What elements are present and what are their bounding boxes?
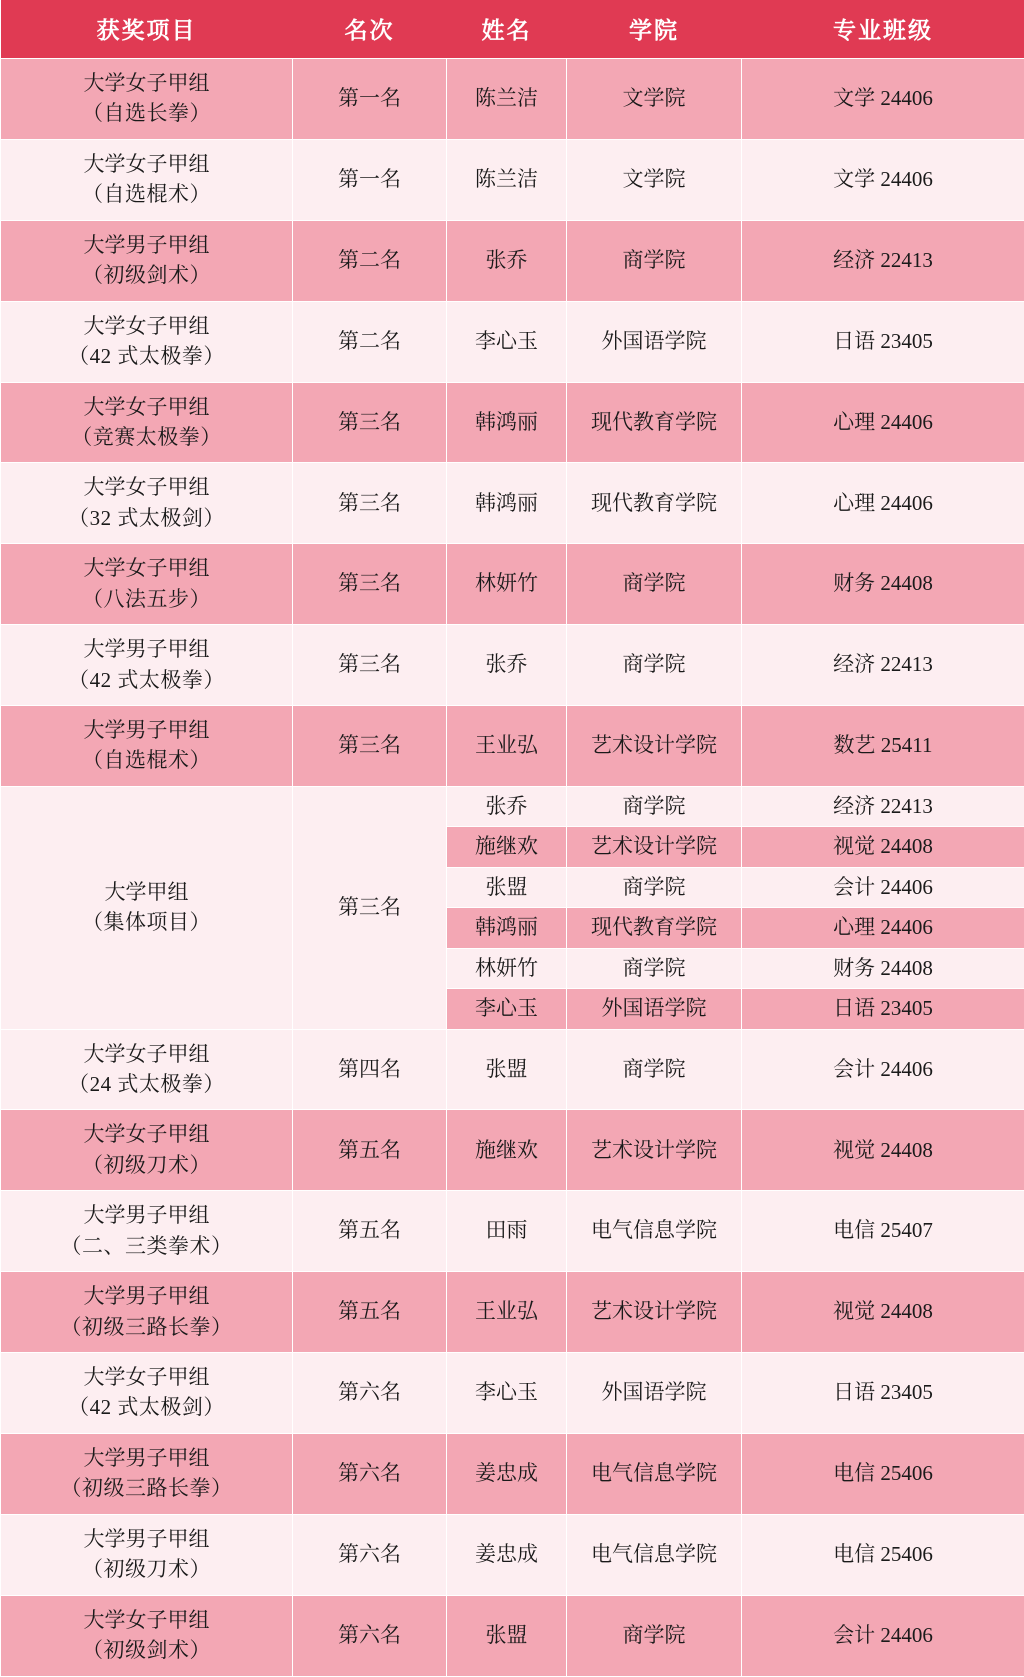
cell-project <box>1 1353 293 1434</box>
cell-rank <box>293 1110 447 1191</box>
college-text: 艺术设计学院 <box>591 733 717 757</box>
project-line-1: 大学女子甲组 <box>5 392 288 422</box>
college-text: 商学院 <box>623 956 686 980</box>
cell-college <box>567 544 742 625</box>
cell-name <box>447 463 567 544</box>
college-text: 商学院 <box>623 1623 686 1647</box>
cell-class <box>742 1353 1024 1434</box>
cell-name <box>447 1353 567 1434</box>
college-text: 外国语学院 <box>602 329 707 353</box>
cell-class <box>742 625 1024 706</box>
cell-class <box>742 1514 1024 1595</box>
project-line-2: （自选长拳） <box>5 98 288 128</box>
cell-college <box>567 463 742 544</box>
rank-text: 第五名 <box>338 1218 401 1242</box>
cell-name <box>447 989 567 1029</box>
cell-rank <box>293 463 447 544</box>
class-text: 视觉 24408 <box>833 834 933 858</box>
table-row <box>1 463 1024 544</box>
cell-rank <box>293 625 447 706</box>
project-line-1: 大学甲组 <box>5 877 288 907</box>
cell-name <box>447 827 567 867</box>
college-text: 电气信息学院 <box>591 1542 717 1566</box>
class-text: 文学 24406 <box>833 167 933 191</box>
cell-class <box>742 908 1024 948</box>
rank-text: 第一名 <box>338 167 401 191</box>
cell-class <box>742 463 1024 544</box>
header-row <box>1 0 1024 59</box>
project-line-2: （初级剑术） <box>5 1635 288 1665</box>
cell-class <box>742 1272 1024 1353</box>
cell-college <box>567 220 742 301</box>
table-row <box>1 544 1024 625</box>
name-text: 张乔 <box>486 794 528 818</box>
cell-name <box>447 59 567 140</box>
cell-college <box>567 139 742 220</box>
name-text: 姜忠成 <box>475 1542 538 1566</box>
class-text: 会计 24406 <box>833 1057 933 1081</box>
project-line-1: 大学女子甲组 <box>5 472 288 502</box>
class-text: 数艺 25411 <box>834 733 933 757</box>
class-text: 财务 24408 <box>833 956 933 980</box>
cell-name <box>447 1272 567 1353</box>
name-text: 林妍竹 <box>475 956 538 980</box>
column-header-rank: 名次 <box>293 0 447 59</box>
class-text: 会计 24406 <box>833 1623 933 1647</box>
cell-rank <box>293 220 447 301</box>
cell-class <box>742 544 1024 625</box>
name-text: 施继欢 <box>475 834 538 858</box>
project-line-1: 大学女子甲组 <box>5 553 288 583</box>
table-header <box>1 0 1024 59</box>
project-line-2: （42 式太极拳） <box>5 341 288 371</box>
class-text: 视觉 24408 <box>833 1299 933 1323</box>
class-text: 视觉 24408 <box>833 1138 933 1162</box>
class-text: 会计 24406 <box>833 875 933 899</box>
college-text: 现代教育学院 <box>591 491 717 515</box>
cell-class <box>742 1029 1024 1110</box>
project-line-1: 大学女子甲组 <box>5 149 288 179</box>
project-line-1: 大学男子甲组 <box>5 230 288 260</box>
cell-class <box>742 139 1024 220</box>
cell-rank <box>293 706 447 787</box>
project-line-2: （24 式太极拳） <box>5 1069 288 1099</box>
project-line-1: 大学男子甲组 <box>5 715 288 745</box>
project-line-2: （初级三路长拳） <box>5 1473 288 1503</box>
cell-college <box>567 382 742 463</box>
cell-project <box>1 1433 293 1514</box>
rank-text: 第一名 <box>338 86 401 110</box>
name-text: 李心玉 <box>475 1380 538 1404</box>
cell-rank <box>293 1514 447 1595</box>
column-header-college: 学院 <box>567 0 742 59</box>
cell-college <box>567 1433 742 1514</box>
table-row <box>1 382 1024 463</box>
cell-class <box>742 827 1024 867</box>
project-line-2: （32 式太极剑） <box>5 503 288 533</box>
cell-project <box>1 1595 293 1676</box>
name-text: 李心玉 <box>475 996 538 1020</box>
rank-text: 第四名 <box>338 1057 401 1081</box>
cell-college <box>567 1191 742 1272</box>
cell-rank-group <box>293 786 447 1029</box>
cell-college <box>567 706 742 787</box>
cell-class <box>742 301 1024 382</box>
college-text: 商学院 <box>623 794 686 818</box>
cell-college <box>567 1353 742 1434</box>
cell-project <box>1 1110 293 1191</box>
college-text: 文学院 <box>623 167 686 191</box>
table-row <box>1 625 1024 706</box>
project-line-2: （初级剑术） <box>5 260 288 290</box>
column-header-class: 专业班级 <box>742 0 1024 59</box>
project-line-2: （初级刀术） <box>5 1554 288 1584</box>
project-line-2: （自选棍术） <box>5 179 288 209</box>
cell-project <box>1 382 293 463</box>
table-row <box>1 220 1024 301</box>
cell-class <box>742 59 1024 140</box>
column-header-name: 姓名 <box>447 0 567 59</box>
rank-text: 第六名 <box>338 1542 401 1566</box>
cell-name <box>447 544 567 625</box>
cell-class <box>742 1595 1024 1676</box>
project-line-1: 大学女子甲组 <box>5 1362 288 1392</box>
project-line-2: （集体项目） <box>5 907 288 937</box>
cell-college <box>567 948 742 988</box>
cell-name <box>447 1595 567 1676</box>
name-text: 张盟 <box>486 1057 528 1081</box>
cell-project <box>1 1272 293 1353</box>
rank-text: 第三名 <box>338 652 401 676</box>
college-text: 艺术设计学院 <box>591 1138 717 1162</box>
project-line-1: 大学女子甲组 <box>5 1605 288 1635</box>
college-text: 现代教育学院 <box>591 410 717 434</box>
cell-college <box>567 625 742 706</box>
cell-college <box>567 867 742 907</box>
project-line-2: （初级刀术） <box>5 1150 288 1180</box>
cell-college <box>567 301 742 382</box>
cell-name <box>447 1514 567 1595</box>
cell-college <box>567 1595 742 1676</box>
cell-rank <box>293 1029 447 1110</box>
cell-college <box>567 59 742 140</box>
name-text: 张盟 <box>486 875 528 899</box>
cell-name <box>447 382 567 463</box>
cell-project <box>1 625 293 706</box>
cell-rank <box>293 1433 447 1514</box>
class-text: 心理 24406 <box>833 491 933 515</box>
name-text: 林妍竹 <box>475 571 538 595</box>
name-text: 王业弘 <box>475 733 538 757</box>
table-row <box>1 59 1024 140</box>
cell-college <box>567 908 742 948</box>
cell-class <box>742 706 1024 787</box>
college-text: 商学院 <box>623 875 686 899</box>
college-text: 商学院 <box>623 1057 686 1081</box>
cell-class <box>742 1433 1024 1514</box>
cell-name <box>447 220 567 301</box>
cell-college <box>567 1029 742 1110</box>
cell-rank <box>293 1272 447 1353</box>
cell-name <box>447 301 567 382</box>
class-text: 经济 22413 <box>833 794 933 818</box>
rank-text: 第三名 <box>338 410 401 434</box>
name-text: 王业弘 <box>475 1299 538 1323</box>
name-text: 韩鸿丽 <box>475 915 538 939</box>
college-text: 艺术设计学院 <box>591 1299 717 1323</box>
project-line-1: 大学男子甲组 <box>5 1524 288 1554</box>
table-row <box>1 1595 1024 1676</box>
table-row <box>1 139 1024 220</box>
cell-college <box>567 1110 742 1191</box>
cell-project <box>1 220 293 301</box>
project-line-2: （二、三类拳术） <box>5 1231 288 1261</box>
college-text: 电气信息学院 <box>591 1461 717 1485</box>
project-line-1: 大学男子甲组 <box>5 634 288 664</box>
cell-rank <box>293 139 447 220</box>
rank-text: 第五名 <box>338 1299 401 1323</box>
college-text: 商学院 <box>623 652 686 676</box>
college-text: 艺术设计学院 <box>591 834 717 858</box>
name-text: 韩鸿丽 <box>475 491 538 515</box>
name-text: 张盟 <box>486 1623 528 1647</box>
cell-project <box>1 544 293 625</box>
name-text: 田雨 <box>486 1218 528 1242</box>
rank-text: 第三名 <box>338 571 401 595</box>
cell-rank <box>293 1353 447 1434</box>
cell-college <box>567 827 742 867</box>
table-row <box>1 301 1024 382</box>
cell-project <box>1 1191 293 1272</box>
college-text: 外国语学院 <box>602 1380 707 1404</box>
college-text: 文学院 <box>623 86 686 110</box>
cell-rank <box>293 382 447 463</box>
cell-rank <box>293 301 447 382</box>
rank-text: 第五名 <box>338 1138 401 1162</box>
cell-name <box>447 948 567 988</box>
table-row <box>1 1433 1024 1514</box>
cell-project <box>1 1029 293 1110</box>
cell-class <box>742 989 1024 1029</box>
table-row <box>1 1272 1024 1353</box>
project-line-2: （八法五步） <box>5 584 288 614</box>
class-text: 经济 22413 <box>833 248 933 272</box>
cell-college <box>567 786 742 826</box>
class-text: 日语 23405 <box>833 329 933 353</box>
project-line-1: 大学女子甲组 <box>5 311 288 341</box>
name-text: 李心玉 <box>475 329 538 353</box>
project-line-2: （42 式太极剑） <box>5 1392 288 1422</box>
name-text: 陈兰洁 <box>475 167 538 191</box>
cell-class <box>742 1191 1024 1272</box>
table-row <box>1 1514 1024 1595</box>
cell-name <box>447 1191 567 1272</box>
name-text: 陈兰洁 <box>475 86 538 110</box>
cell-project <box>1 301 293 382</box>
rank-text: 第三名 <box>338 491 401 515</box>
rank-text: 第六名 <box>338 1461 401 1485</box>
cell-college <box>567 989 742 1029</box>
cell-project <box>1 59 293 140</box>
class-text: 心理 24406 <box>833 915 933 939</box>
cell-rank <box>293 544 447 625</box>
cell-rank <box>293 1595 447 1676</box>
column-header-project: 获奖项目 <box>1 0 293 59</box>
rank-text: 第三名 <box>338 733 401 757</box>
class-text: 心理 24406 <box>833 410 933 434</box>
cell-project <box>1 463 293 544</box>
cell-project <box>1 1514 293 1595</box>
rank-text: 第六名 <box>338 1380 401 1404</box>
cell-rank <box>293 1191 447 1272</box>
college-text: 商学院 <box>623 248 686 272</box>
cell-name <box>447 706 567 787</box>
class-text: 电信 25406 <box>833 1461 933 1485</box>
cell-name <box>447 1029 567 1110</box>
cell-name <box>447 139 567 220</box>
cell-class <box>742 867 1024 907</box>
class-text: 经济 22413 <box>833 652 933 676</box>
table-row <box>1 786 1024 826</box>
cell-name <box>447 1110 567 1191</box>
project-line-1: 大学女子甲组 <box>5 1119 288 1149</box>
college-text: 现代教育学院 <box>591 915 717 939</box>
rank-text: 第六名 <box>338 1623 401 1647</box>
rank-text: 第二名 <box>338 329 401 353</box>
cell-college <box>567 1514 742 1595</box>
cell-rank <box>293 59 447 140</box>
cell-class <box>742 1110 1024 1191</box>
name-text: 韩鸿丽 <box>475 410 538 434</box>
project-line-1: 大学男子甲组 <box>5 1443 288 1473</box>
class-text: 文学 24406 <box>833 86 933 110</box>
project-line-2: （竞赛太极拳） <box>5 422 288 452</box>
project-line-2: （自选棍术） <box>5 745 288 775</box>
cell-name <box>447 625 567 706</box>
cell-class <box>742 786 1024 826</box>
cell-name <box>447 1433 567 1514</box>
cell-name <box>447 867 567 907</box>
project-line-2: （42 式太极拳） <box>5 665 288 695</box>
cell-name <box>447 908 567 948</box>
cell-project <box>1 706 293 787</box>
name-text: 张乔 <box>486 248 528 272</box>
rank-text: 第二名 <box>338 248 401 272</box>
project-line-1: 大学男子甲组 <box>5 1281 288 1311</box>
class-text: 日语 23405 <box>833 1380 933 1404</box>
college-text: 电气信息学院 <box>591 1218 717 1242</box>
table-row <box>1 1191 1024 1272</box>
table-row <box>1 1353 1024 1434</box>
table-row <box>1 706 1024 787</box>
table-row <box>1 1029 1024 1110</box>
cell-project <box>1 139 293 220</box>
class-text: 财务 24408 <box>833 571 933 595</box>
project-line-1: 大学男子甲组 <box>5 1200 288 1230</box>
name-text: 姜忠成 <box>475 1461 538 1485</box>
project-line-2: （初级三路长拳） <box>5 1312 288 1342</box>
name-text: 施继欢 <box>475 1138 538 1162</box>
name-text: 张乔 <box>486 652 528 676</box>
cell-name <box>447 786 567 826</box>
college-text: 商学院 <box>623 571 686 595</box>
table-body <box>1 59 1024 1677</box>
class-text: 电信 25406 <box>833 1542 933 1566</box>
project-line-1: 大学女子甲组 <box>5 1039 288 1069</box>
cell-class <box>742 220 1024 301</box>
project-line-1: 大学女子甲组 <box>5 68 288 98</box>
rank-text: 第三名 <box>338 895 401 919</box>
cell-class <box>742 948 1024 988</box>
cell-college <box>567 1272 742 1353</box>
cell-project-group <box>1 786 293 1029</box>
cell-class <box>742 382 1024 463</box>
college-text: 外国语学院 <box>602 996 707 1020</box>
class-text: 日语 23405 <box>833 996 933 1020</box>
table-row <box>1 1110 1024 1191</box>
class-text: 电信 25407 <box>833 1218 933 1242</box>
